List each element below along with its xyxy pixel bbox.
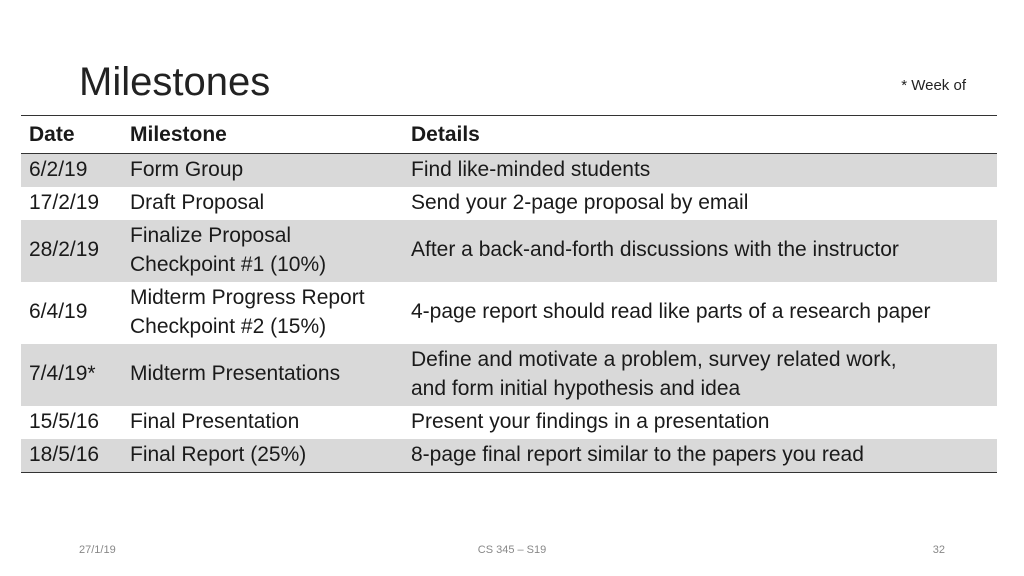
cell-milestone <box>122 282 403 344</box>
milestone-line: Draft Proposal <box>130 190 265 214</box>
cell-details <box>403 344 997 406</box>
milestones-table <box>21 115 997 473</box>
week-of-note: * Week of <box>901 77 966 94</box>
cell-date: 7/4/19* <box>21 344 122 406</box>
header-date: Date <box>21 116 122 154</box>
table-row <box>21 439 997 472</box>
details-line: Find like-minded students <box>411 157 651 181</box>
table-row <box>21 406 997 439</box>
cell-date: 6/4/19 <box>21 282 122 344</box>
cell-details <box>403 220 997 282</box>
cell-milestone <box>122 439 403 472</box>
milestone-line: Final Report (25%) <box>130 442 307 466</box>
cell-milestone <box>122 153 403 186</box>
header-details: Details <box>403 116 997 154</box>
details-line: Define and motivate a problem, survey related work, <box>411 347 897 371</box>
table-header-row <box>21 116 997 154</box>
cell-date: 17/2/19 <box>21 187 122 220</box>
cell-milestone <box>122 187 403 220</box>
cell-milestone <box>122 406 403 439</box>
milestone-line: Final Presentation <box>130 409 300 433</box>
cell-details <box>403 187 997 220</box>
milestone-line: Checkpoint #2 (15%) <box>130 314 327 338</box>
details-line: After a back-and-forth discussions with the instructor <box>411 238 899 262</box>
table-row <box>21 187 997 220</box>
milestone-line: Midterm Presentations <box>130 362 341 386</box>
cell-date: 28/2/19 <box>21 220 122 282</box>
cell-details <box>403 153 997 186</box>
milestone-line: Midterm Progress Report <box>130 285 365 309</box>
milestone-line: Form Group <box>130 157 244 181</box>
milestone-line: Checkpoint #1 (10%) <box>130 252 327 276</box>
details-line: 4-page report should read like parts of a research paper <box>411 300 931 324</box>
table-row <box>21 344 997 406</box>
table-row <box>21 282 997 344</box>
cell-date: 6/2/19 <box>21 153 122 186</box>
details-line: Send your 2-page proposal by email <box>411 190 749 214</box>
cell-date: 15/5/16 <box>21 406 122 439</box>
footer-date: 27/1/19 <box>79 544 116 556</box>
footer-page-number: 32 <box>932 544 945 556</box>
footer-course: CS 345 – S19 <box>477 544 547 556</box>
details-line: 8-page final report similar to the papers you read <box>411 442 864 466</box>
cell-milestone <box>122 220 403 282</box>
cell-details <box>403 282 997 344</box>
cell-details <box>403 439 997 472</box>
details-line: Present your findings in a presentation <box>411 409 770 433</box>
header-milestone: Milestone <box>122 116 403 154</box>
cell-details <box>403 406 997 439</box>
table-row <box>21 153 997 186</box>
milestone-line: Finalize Proposal <box>130 223 292 247</box>
details-line: and form initial hypothesis and idea <box>411 376 741 400</box>
cell-date: 18/5/16 <box>21 439 122 472</box>
cell-milestone <box>122 344 403 406</box>
table-row <box>21 220 997 282</box>
page-title: Milestones <box>79 60 271 104</box>
